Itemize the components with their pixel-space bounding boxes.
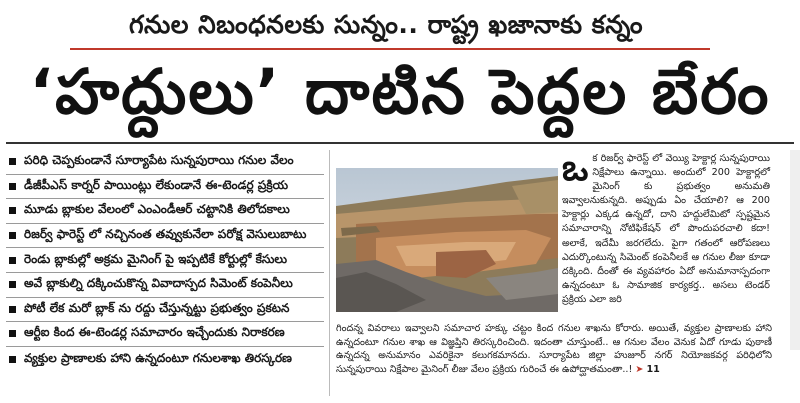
quarry-illustration <box>336 168 558 312</box>
bullet-item <box>6 248 324 273</box>
bullet-text: పరిధి చెప్పకుండానే సూర్యాపేట సున్నపురాయి గనుల వేలం <box>24 153 294 168</box>
continued-arrow-icon: ➤ <box>635 363 644 375</box>
quarry-photo <box>336 168 558 312</box>
square-bullet-icon <box>9 257 16 264</box>
square-bullet-icon <box>9 207 16 214</box>
header-divider <box>6 142 794 144</box>
bullet-text: రెండు బ్లాకుల్లో అక్రమ మైనింగ్ పై ఇప్పటికే కోర్టుల్లో కేసులు <box>24 251 288 266</box>
drop-cap: ఒ <box>562 148 589 189</box>
bullet-list <box>6 150 324 398</box>
square-bullet-icon <box>9 183 16 190</box>
bullet-text: పోటీ లేక మరో బ్లాక్ ను రద్దు చేస్తున్నట్టు ప్రభుత్వం ప్రకటన <box>24 300 290 315</box>
square-bullet-icon <box>9 232 16 239</box>
article-body <box>562 148 770 322</box>
main-headline: ‘హద్దులు’ దాటిన పెద్దల బేరం <box>29 55 771 128</box>
article-lead-text: క రిజర్వ్ ఫారెస్ట్ లో వెయ్యి హెక్టార్ల సున్నపురాయి నిక్షేపాలు ఉన్నాయి. అందులో 200 హెక్టార్లలో మైనింగ్ కు ప్రభుత్వం అనుమతి ఇవ్వాలనుకున్నది. అప్పుడు ఏం చేయాలి? ఆ 200 హెక్టార్లు ఎక్కడ ఉన్నదో, దాని హద్దులేమిటో స్పష్టమైన సమాచారాన్ని నోటిఫికేషన్ లో పొందుపరచాలి కదా! అలాకే, ఇదేమీ జరగలేదు. పైగా గతంలో ఆరోపణలు ఎదుర్కొంటున్న సిమెంట్ కంపెనీలకే ఆ గనుల లీజు కూడా దక్కింది. దీంతో ఈ వ్యవహారం ఏదో అనుమానాస్పదంగా ఉన్నదంటూ ఓ సామాజిక కార్యకర్త.. అసలు టెండర్ ప్రక్రియ ఎలా జరి <box>562 153 770 305</box>
continued-page-number[interactable]: 11 <box>646 363 660 375</box>
bullet-item <box>6 224 324 249</box>
bullet-item <box>6 150 324 175</box>
square-bullet-icon <box>9 330 16 337</box>
bullet-text: ఆర్టీఐ కింద ఈ-టెండర్ల సమాచారం ఇచ్చేందుకు నిరాకరణ <box>24 325 285 340</box>
kicker-headline: గనుల నిబంధనలకు సున్నం.. రాష్ట్ర ఖజానాకు కన్నం <box>128 10 644 39</box>
bullet-item <box>6 322 324 347</box>
bullet-text: అవే బ్లాకుల్ని దక్కించుకొన్న వివాదాస్పద సిమెంట్ కంపెనీలు <box>24 276 293 291</box>
square-bullet-icon <box>9 356 16 363</box>
bullet-item <box>6 347 324 372</box>
article-continuation <box>336 322 772 392</box>
square-bullet-icon <box>9 281 16 288</box>
adjacent-column-edge <box>790 150 800 350</box>
bullet-item <box>6 298 324 323</box>
bullet-text: రిజర్వ్ ఫారెస్ట్ లో నచ్చినంత తవ్వుకునేలా పరోక్ష వెసులుబాటు <box>24 227 307 242</box>
bullet-item <box>6 273 324 298</box>
bullet-item <box>6 199 324 224</box>
kicker-underline <box>70 48 710 50</box>
bullet-text: మూడు బ్లాకుల వేలంలో ఎంఎండీఆర్ చట్టానికి తిలోదకాలు <box>24 202 290 217</box>
square-bullet-icon <box>9 306 16 313</box>
column-separator <box>329 150 330 396</box>
square-bullet-icon <box>9 158 16 165</box>
bullet-text: వ్యక్తుల ప్రాణాలకు హాని ఉన్నదంటూ గనులశాఖ తిరస్కరణ <box>24 350 292 365</box>
bullet-item <box>6 175 324 200</box>
article-bottom-text: గిందన్న వివరాలు ఇవ్వాలని సమాచార హక్కు చట్టం కింద గనుల శాఖను కోరారు. అయితే, వ్యక్తుల ప్రాణాలకు హాని ఉన్నదంటూ గనుల శాఖ ఆ విజ్ఞప్తిని తిరస్కరించింది. ఇదంతా చూస్తుంటే.. ఆ గనుల వేలం వెనుక ఏదో గూడు పుఠాణీ ఉన్నదన్న అనుమానం ఎవరికైనా కలుగకమానదు. సూర్యాపేట జిల్లా హుజూర్ నగర్ నియోజకవర్గ పరిధిలోని సున్నపురాయి నిక్షేపాల మైనింగ్ లీజు వేలం ప్రక్రియ గురించే ఈ ఉపోద్ఘాతమంతా..! <box>336 323 772 375</box>
bullet-text: డీజీపీఎస్ కార్నర్ పాయింట్లు లేకుండానే ఈ-టెండర్ల ప్రక్రియ <box>24 177 289 192</box>
